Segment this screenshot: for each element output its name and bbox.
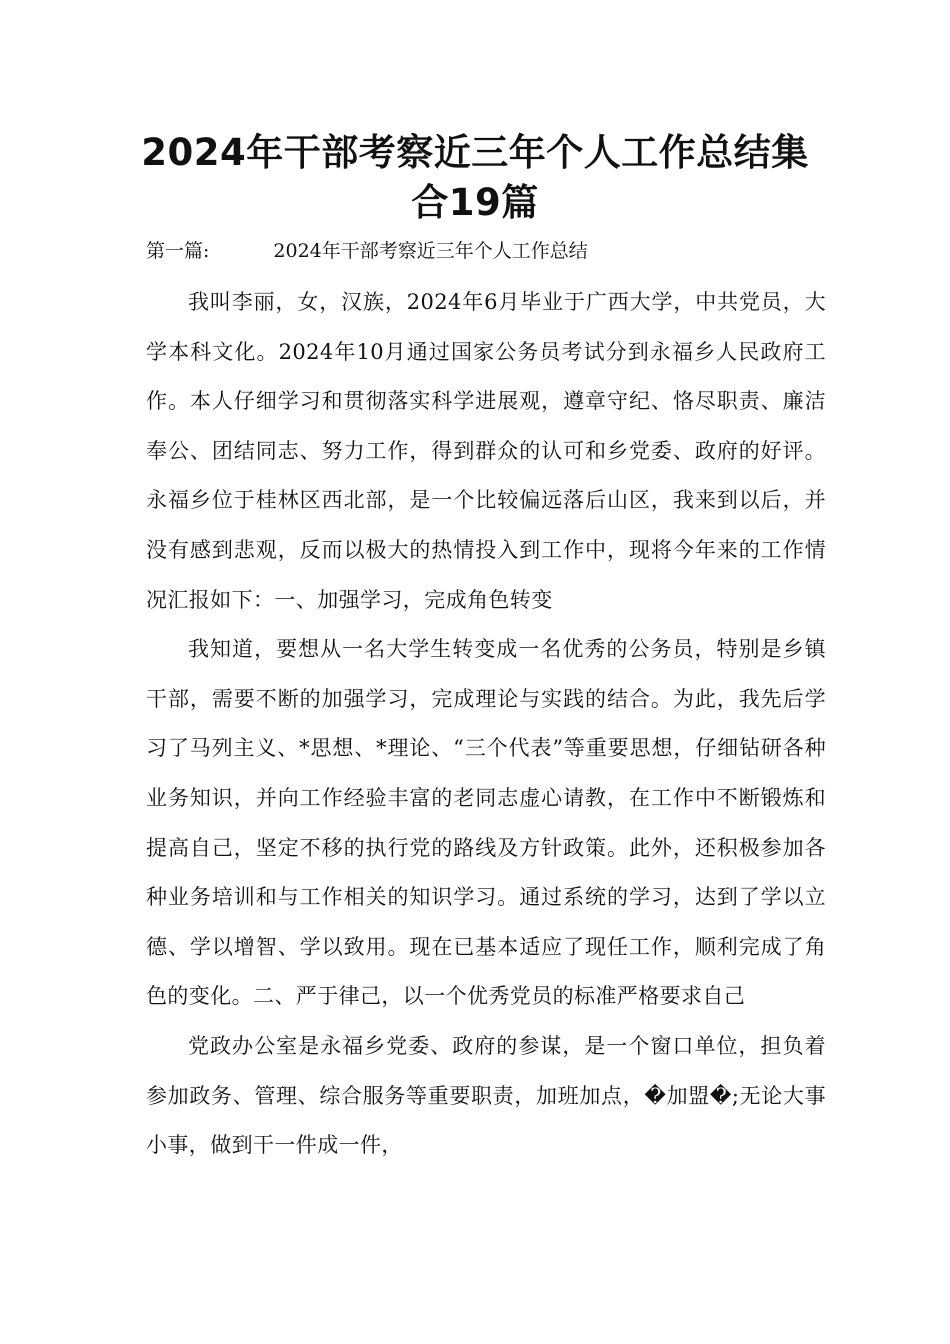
body-text [146,278,826,1171]
paragraph-1: 我叫李丽，女，汉族，2024年6月毕业于广西大学，中共党员，大学本科文化。2024年10月通过国家公务员考试分到永福乡人民政府工作。本人仔细学习和贯彻落实科学进展观，遵章守纪、恪尽职责、廉洁奉公、团结同志、努力工作，得到群众的认可和乡党委、政府的好评。永福乡位于桂林区西北部，是一个比较偏远落后山区，我来到以后，并没有感到悲观，反而以极大的热情投入到工作中，现将今年来的工作情况汇报如下：一、加强学习，完成角色转变 [146,290,826,612]
section-label: 第一篇: [146,240,210,262]
section-title: 2024年干部考察近三年个人工作总结 [273,240,588,262]
paragraph-3: 党政办公室是永福乡党委、政府的参谋，是一个窗口单位，担负着参加政务、管理、综合服务等重要职责，加班加点，�加盟�;无论大事小事，做到干一件成一件， [146,1033,826,1158]
paragraph-2: 我知道，要想从一名大学生转变成一名优秀的公务员，特别是乡镇干部，需要不断的加强学习，完成理论与实践的结合。为此，我先后学习了马列主义、*思想、*理论、“三个代表”等重要思想，仔细钻研各种业务知识，并向工作经验丰富的老同志虚心请教，在工作中不断锻炼和提高自己，坚定不移的执行党的路线及方针政策。此外，还积极参加各种业务培训和与工作相关的知识学习。通过系统的学习，达到了学以立德、学以增智、学以致用。现在已基本适应了现任工作，顺利完成了角色的变化。二、严于律己，以一个优秀党员的标准严格要求自己 [146,637,826,1009]
title-line-2: 合19篇 [411,181,539,224]
title-line-1: 2024年干部考察近三年个人工作总结集 [141,131,809,174]
document-title [120,128,830,228]
section-heading [146,234,826,268]
